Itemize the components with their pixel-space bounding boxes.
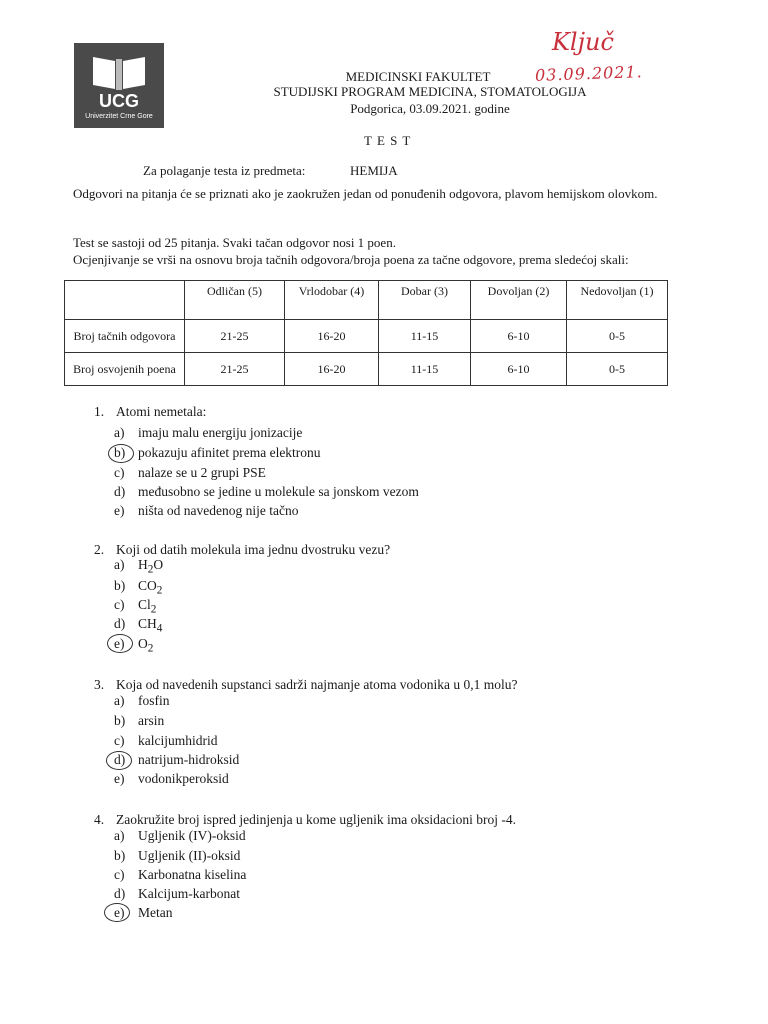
- table-header-row: [65, 281, 668, 320]
- correct-answer-circle: [108, 444, 134, 463]
- table-header-cell: Dobar (3): [379, 281, 471, 320]
- option-text: Ugljenik (II)-oksid: [138, 848, 241, 863]
- option-text: natrijum-hidroksid: [138, 752, 240, 767]
- option-label: e): [114, 905, 125, 920]
- option-label: b): [114, 578, 126, 593]
- table-cell: 21-25: [185, 320, 285, 353]
- option-label: a): [114, 425, 125, 440]
- faculty-name: MEDICINSKI FAKULTET: [345, 69, 491, 84]
- option-label: d): [114, 752, 126, 767]
- option-text: Kalcijum-karbonat: [138, 886, 240, 901]
- instructions-points: Test se sastoji od 25 pitanja. Svaki tačan odgovor nosi 1 poen.: [73, 235, 396, 250]
- table-header-cell: [65, 281, 185, 320]
- question-number: 2.: [94, 542, 105, 557]
- option-text: kalcijumhidrid: [138, 733, 218, 748]
- table-cell: 21-25: [185, 353, 285, 386]
- table-header-cell: Nedovoljan (1): [567, 281, 668, 320]
- table-row-label: Broj osvojenih poena: [65, 353, 185, 386]
- table-row-label: Broj tačnih odgovora: [65, 320, 185, 353]
- table-cell: 16-20: [285, 353, 379, 386]
- grading-scale-table: [64, 280, 668, 386]
- option-text: ništa od navedenog nije tačno: [138, 503, 299, 518]
- subject-name: HEMIJA: [350, 163, 398, 178]
- option-label: d): [114, 484, 126, 499]
- option-formula: $Cl_2$: [138, 597, 157, 616]
- option-label: b): [114, 713, 126, 728]
- option-label: d): [114, 886, 126, 901]
- option-formula: $CH_4$: [138, 616, 163, 635]
- option-text: imaju malu energiju jonizacije: [138, 425, 303, 440]
- test-title: T E S T: [364, 133, 412, 148]
- subject-label: Za polaganje testa iz predmeta:: [143, 163, 306, 178]
- option-label: b): [114, 445, 126, 460]
- option-label: a): [114, 557, 125, 572]
- table-header-cell: Odličan (5): [185, 281, 285, 320]
- handwritten-key: Ključ: [552, 28, 614, 56]
- table-row: [65, 353, 668, 386]
- option-label: c): [114, 867, 125, 882]
- table-cell: 11-15: [379, 320, 471, 353]
- table-header-cell: Vrlodobar (4): [285, 281, 379, 320]
- option-label: e): [114, 771, 125, 786]
- question-number: 3.: [94, 677, 105, 692]
- question-text: Atomi nemetala:: [116, 404, 207, 419]
- option-text: Ugljenik (IV)-oksid: [138, 828, 246, 843]
- place-date: Podgorica, 03.09.2021. godine: [350, 101, 510, 116]
- question-number: 4.: [94, 812, 105, 827]
- handwritten-date: 03.09.2021.: [534, 62, 644, 85]
- table-cell: 11-15: [379, 353, 471, 386]
- option-text: nalaze se u 2 grupi PSE: [138, 465, 266, 480]
- logo-text: UCG: [99, 91, 139, 111]
- logo-subtitle: Univerzitet Crne Gore: [85, 113, 153, 120]
- option-label: e): [114, 503, 125, 518]
- option-formula: $O_2$: [138, 636, 154, 655]
- option-label: d): [114, 616, 126, 631]
- table-cell: 16-20: [285, 320, 379, 353]
- question-text: Koja od navedenih supstanci sadrži najmanje atoma vodonika u 0,1 molu?: [116, 677, 518, 692]
- table-cell: 6-10: [471, 320, 567, 353]
- option-label: c): [114, 733, 125, 748]
- correct-answer-circle: [106, 751, 132, 770]
- instructions-grading: Ocjenjivanje se vrši na osnovu broja tačnih odgovora/broja poena za tačne odgovore, prema sledećoj skali:: [73, 252, 629, 267]
- option-formula: $CO_2$: [138, 578, 163, 597]
- option-label: c): [114, 465, 125, 480]
- instructions-answers: Odgovori na pitanja će se priznati ako je zaokružen jedan od ponuđenih odgovora, plavom hemijskom olovkom.: [73, 186, 658, 201]
- option-formula: $H_2O$: [138, 557, 164, 576]
- option-text: vodonikperoksid: [138, 771, 229, 786]
- table-row: [65, 320, 668, 353]
- option-text: fosfin: [138, 693, 170, 708]
- option-label: b): [114, 848, 126, 863]
- book-icon: [89, 51, 149, 91]
- question-number: 1.: [94, 404, 105, 419]
- option-text: međusobno se jedine u molekule sa jonskom vezom: [138, 484, 419, 499]
- option-label: a): [114, 693, 125, 708]
- option-label: a): [114, 828, 125, 843]
- option-text: Karbonatna kiselina: [138, 867, 247, 882]
- table-cell: 6-10: [471, 353, 567, 386]
- question-text: Zaokružite broj ispred jedinjenja u kome ugljenik ima oksidacioni broj -4.: [116, 812, 517, 827]
- option-text: Metan: [138, 905, 173, 920]
- question-text: Koji od datih molekula ima jednu dvostruku vezu?: [116, 542, 391, 557]
- option-label: c): [114, 597, 125, 612]
- option-text: arsin: [138, 713, 165, 728]
- correct-answer-circle: [107, 634, 133, 653]
- university-logo: [74, 43, 164, 128]
- table-cell: 0-5: [567, 353, 668, 386]
- option-text: pokazuju afinitet prema elektronu: [138, 445, 321, 460]
- table-header-cell: Dovoljan (2): [471, 281, 567, 320]
- program-name: STUDIJSKI PROGRAM MEDICINA, STOMATOLOGIJA: [273, 84, 587, 99]
- correct-answer-circle: [104, 903, 130, 922]
- option-label: e): [114, 636, 125, 651]
- table-cell: 0-5: [567, 320, 668, 353]
